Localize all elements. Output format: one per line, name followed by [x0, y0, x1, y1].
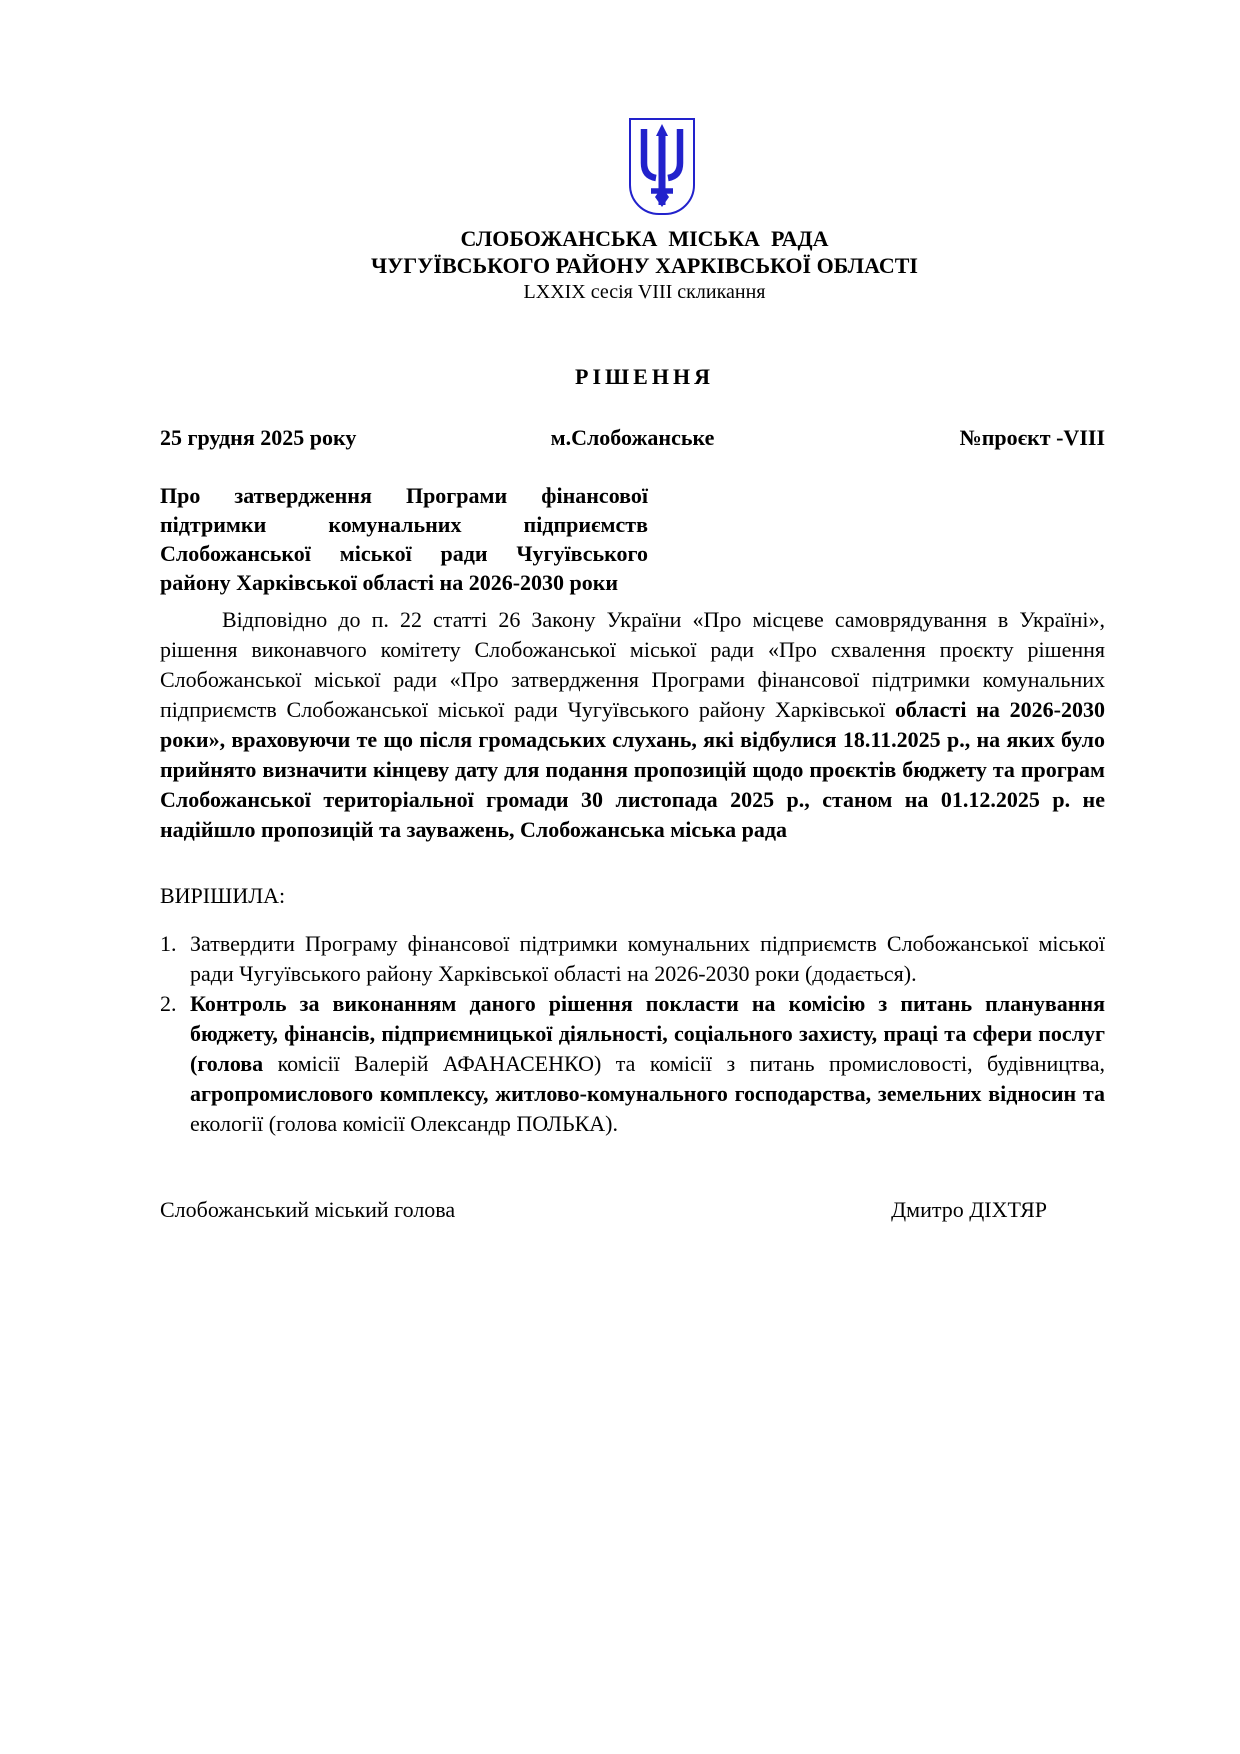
signature-position: Слобожанський міський голова — [160, 1197, 456, 1222]
preamble-paragraph — [160, 605, 1105, 845]
emblem-container — [0, 0, 1240, 215]
doc-number: №проєкт -VIII — [959, 425, 1105, 450]
dateline — [160, 423, 1105, 453]
decision-list — [160, 929, 1105, 1139]
doc-date: 25 грудня 2025 року — [160, 425, 357, 450]
item-number: 2. — [160, 991, 177, 1016]
text-run: комісії Валерій АФАНАСЕНКО) та комісії з питань промисловості, будівництва, — [277, 1051, 1105, 1076]
item-number: 1. — [160, 931, 177, 956]
shield-outline — [629, 118, 695, 215]
org-name-line-1: СЛОБОЖАНСЬКА МІСЬКА РАДА — [460, 226, 829, 251]
item-text — [190, 989, 1105, 1139]
text-run: області на 2026-2030 роки», враховуючи те що після громадських слухань, які відбулися 18.11.2025 р., на яких було прийнято визначити кінцеву дату для подання пропозицій щодо проєктів бюджету та програм Слобожанської територіальної громади 30 листопада 2025 р., станом на 01.12.2025 р. не надійшло пропозицій та зауважень, Слобожанська міська рада — [160, 697, 1105, 842]
doc-place: м.Слобожанське — [550, 425, 715, 450]
text-run: екології (голова комісії Олександр ПОЛЬКА). — [190, 1111, 618, 1136]
ukraine-trident-icon — [636, 123, 688, 211]
doc-title: РІШЕННЯ — [575, 364, 714, 389]
org-name-line-2: ЧУГУЇВСЬКОГО РАЙОНУ ХАРКІВСЬКОЇ ОБЛАСТІ — [370, 253, 918, 278]
resolved-label: ВИРІШИЛА: — [160, 883, 286, 908]
decision-item-2 — [160, 989, 1105, 1139]
document-header — [172, 225, 1117, 305]
text-run: Затвердити Програму фінансової підтримки комунальних підприємств Слобожанської міської ради Чугуївського району Харківської області на 2026-2030 роки (додається). — [190, 931, 1105, 986]
text-run: Контроль за виконанням даного рішення покласти на комісію з питань планування бюджету, фінансів, підприємницької діяльності, соціального захисту, праці та сфери послуг (голова — [190, 991, 1105, 1076]
item-text — [190, 929, 1105, 989]
session-line: LXXIX сесія VIII скликання — [523, 281, 766, 303]
signature-row — [160, 1195, 1105, 1225]
decision-item-1 — [160, 929, 1105, 989]
text-run: Відповідно до п. 22 статті 26 Закону України «Про місцеве самоврядування в Україні», рішення виконавчого комітету Слобожанської міської ради «Про схвалення проєкту рішення Слобожанської міської ради «Про затвердження Програми фінансової підтримки комунальних підприємств Слобожанської міської ради Чугуївського району Харківської — [160, 607, 1105, 722]
subject-paragraph: Про затвердження Програми фінансової підтримки комунальних підприємств Слобожанської міської ради Чугуївського району Харківської області на 2026-2030 роки — [160, 483, 648, 595]
text-run: агропромислового комплексу, житлово-комунального господарства, земельних відносин та — [190, 1081, 1105, 1106]
signature-name: Дмитро ДІХТЯР — [891, 1197, 1047, 1222]
